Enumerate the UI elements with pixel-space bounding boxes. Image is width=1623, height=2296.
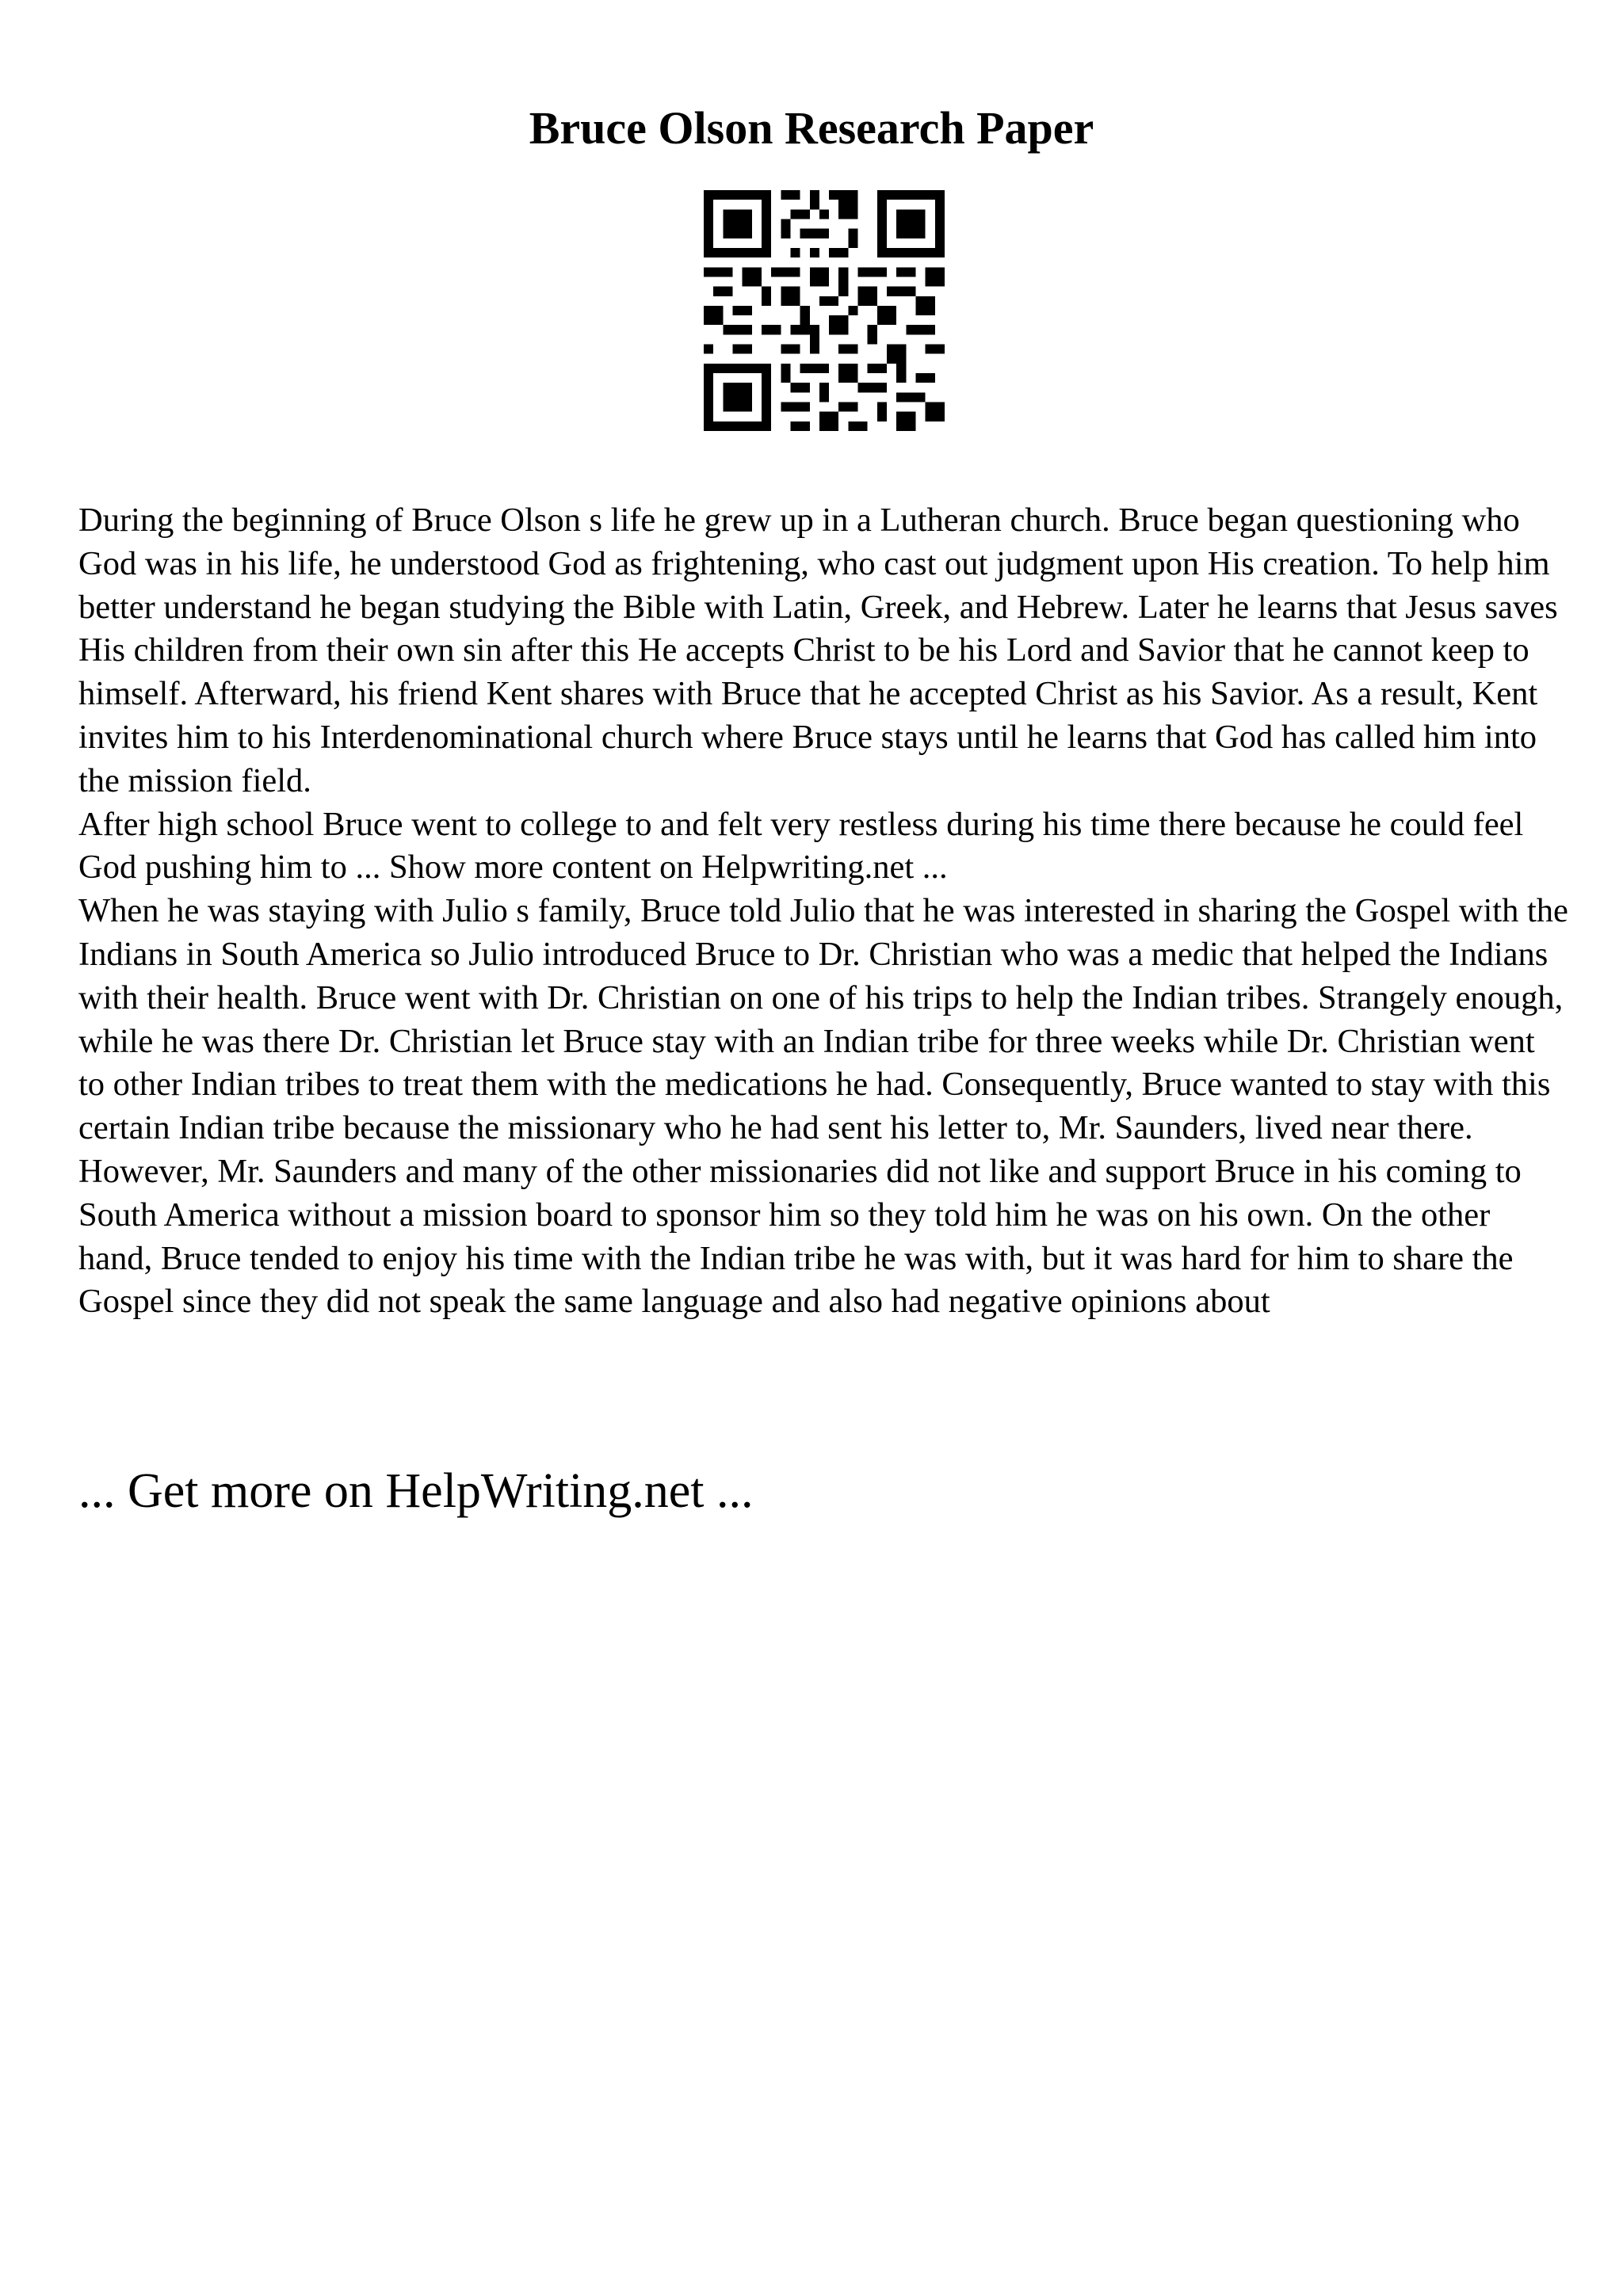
paragraph: When he was staying with Julio s family, Bruce told Julio that he was interested in sharing the Gospel with the Indians in South America so Julio introduced Bruce to Dr. Christian who was a medic that helped the Indians with their health. Bruce went with Dr. Christian on one of his trips to help the Indian tribes. Strangely enough, while he was there Dr. Christian let Bruce stay with an Indian tribe for three weeks while Dr. Christian went to other Indian tribes to treat them with the medications he had. Consequently, Bruce wanted to stay with this certain Indian tribe because the missionary who he had sent his letter to, Mr. Saunders, lived near there. However, Mr. Saunders and many of the other missionaries did not like and support Bruce in his coming to South America without a mission board to sponsor him so they told him he was on his own. On the other hand, Bruce tended to enjoy his time with the Indian tribe he was with, but it was hard for him to share the Gospel since they did not speak the same language and also had negative opinions about — [78, 892, 1568, 1321]
qr-code-icon[interactable] — [704, 190, 945, 431]
page-title: Bruce Olson Research Paper — [529, 102, 1094, 154]
article-body — [78, 499, 1568, 1324]
get-more-link[interactable]: ... Get more on HelpWriting.net ... — [78, 1464, 754, 1518]
paragraph: After high school Bruce went to college to and felt very restless during his time there because he could feel God pushing him to ... Show more content on Helpwriting.net ... — [78, 805, 1524, 887]
paragraph: During the beginning of Bruce Olson s life he grew up in a Lutheran church. Bruce began questioning who God was in his life, he understood God as frightening, who cast out judgment upon His creation. To help him better understand he began studying the Bible with Latin, Greek, and Hebrew. Later he learns that Jesus saves His children from their own sin after this He accepts Christ to be his Lord and Savior that he cannot keep to himself. Afterward, his friend Kent shares with Bruce that he accepted Christ as his Savior. As a result, Kent invites him to his Interdenominational church where Bruce stays until he learns that God has called him into the mission field. — [78, 502, 1558, 799]
